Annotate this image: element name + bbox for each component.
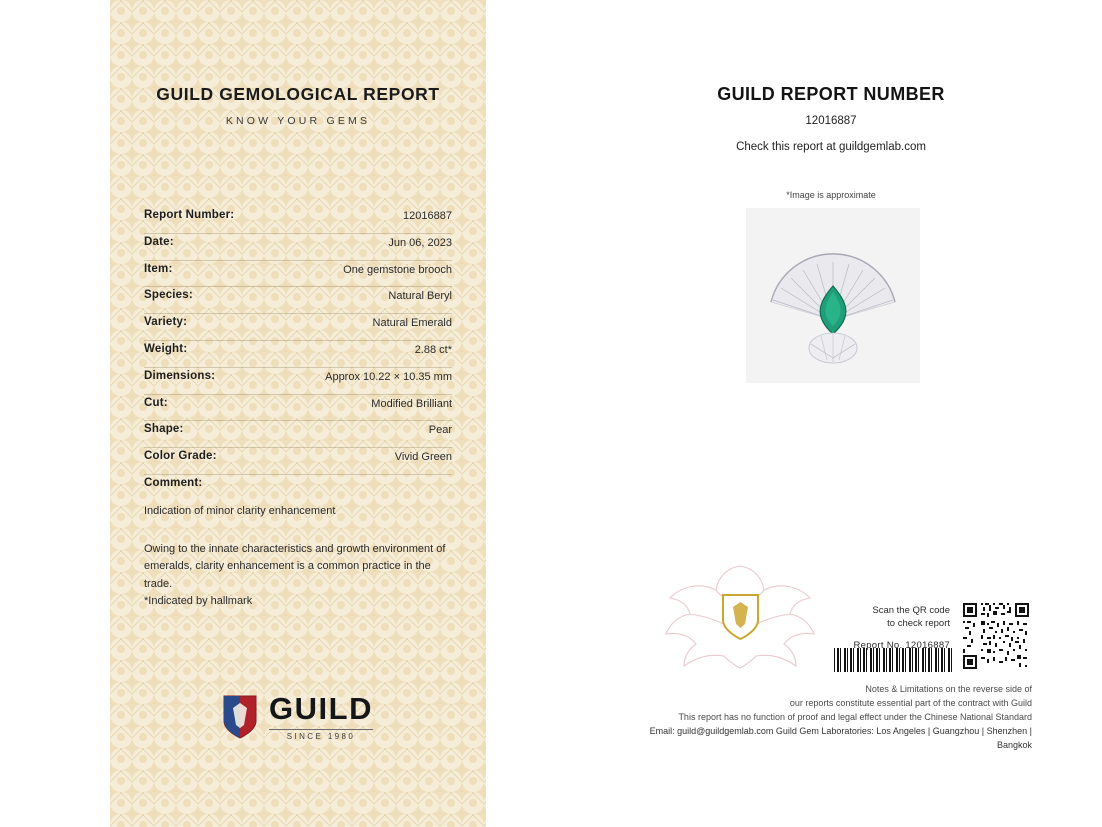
eagle-watermark-icon	[660, 558, 820, 670]
report-check-line: Check this report at guildgemlab.com	[736, 141, 926, 153]
qr-line-2: to check report	[887, 618, 950, 629]
field-value: Approx 10.22 × 10.35 mm	[325, 370, 452, 383]
footer-line-3: This report has no function of proof and legal effect under the Chinese National Standard	[678, 712, 1032, 722]
field-value: 2.88 ct*	[414, 343, 452, 356]
field-value: Jun 06, 2023	[388, 236, 452, 249]
certificate-title: GUILD GEMOLOGICAL REPORT	[156, 84, 440, 104]
field-row	[144, 314, 452, 341]
clarity-paragraph: Owing to the innate characteristics and growth environment of emeralds, clarity enhancement is a common practice in the trade.	[144, 542, 446, 590]
field-label: Variety:	[144, 316, 188, 329]
field-label: Color Grade:	[144, 450, 217, 463]
field-value: Modified Brilliant	[371, 397, 452, 410]
certificate-panel	[110, 0, 486, 827]
qr-instructions	[853, 600, 950, 651]
qr-report-number: Report No. 12016887	[853, 640, 950, 651]
field-row	[144, 234, 452, 261]
footer-line-2: our reports constitute essential part of the contract with Guild	[789, 698, 1032, 708]
field-row	[144, 207, 452, 234]
field-label: Item:	[144, 262, 173, 275]
field-label: Weight:	[144, 342, 188, 355]
field-row	[144, 261, 452, 288]
field-row	[144, 421, 452, 448]
field-row	[144, 341, 452, 368]
hallmark-note: *Indicated by hallmark	[144, 595, 253, 608]
field-row	[144, 287, 452, 314]
qr-line-1: Scan the QR code	[872, 605, 950, 616]
field-label: Species:	[144, 289, 193, 302]
footer-line-4: Email: guild@guildgemlab.com Guild Gem Laboratories: Los Angeles | Guangzhou | Shenzhen | Bangkok	[649, 726, 1032, 750]
comment-value: Indication of minor clarity enhancement	[144, 504, 336, 517]
gemstone-photo	[746, 208, 920, 383]
certificate-tagline: KNOW YOUR GEMS	[225, 115, 371, 127]
image-note: *Image is approximate	[786, 190, 876, 200]
report-number: 12016887	[805, 115, 857, 127]
field-value: One gemstone brooch	[343, 263, 452, 276]
comment-row	[144, 475, 452, 502]
field-label: Dimensions:	[144, 369, 216, 382]
qr-block	[853, 600, 1032, 672]
field-row	[144, 395, 452, 422]
certificate-content	[110, 0, 486, 827]
guild-since: SINCE 1980	[269, 729, 373, 741]
field-label: Shape:	[144, 423, 184, 436]
field-value: Pear	[428, 424, 452, 437]
field-label: Date:	[144, 235, 174, 248]
field-row	[144, 368, 452, 395]
comment-label: Comment:	[144, 476, 203, 489]
report-fields	[144, 207, 452, 611]
field-label: Cut:	[144, 396, 168, 409]
field-value: Natural Emerald	[372, 317, 452, 330]
field-value: Vivid Green	[394, 451, 452, 464]
qr-code[interactable]	[960, 600, 1032, 672]
guild-name: GUILD	[269, 691, 373, 726]
report-title: GUILD REPORT NUMBER	[717, 84, 945, 104]
report-panel	[560, 0, 1102, 827]
guild-wordmark	[269, 693, 373, 741]
shield-icon	[223, 695, 257, 739]
guild-logo	[110, 693, 486, 741]
footer-notes	[632, 682, 1032, 752]
footer-line-1: Notes & Limitations on the reverse side of	[865, 684, 1032, 694]
field-value: 12016887	[403, 210, 452, 222]
field-label: Report Number:	[144, 209, 235, 221]
field-row	[144, 448, 452, 475]
field-value: Natural Beryl	[388, 290, 452, 303]
